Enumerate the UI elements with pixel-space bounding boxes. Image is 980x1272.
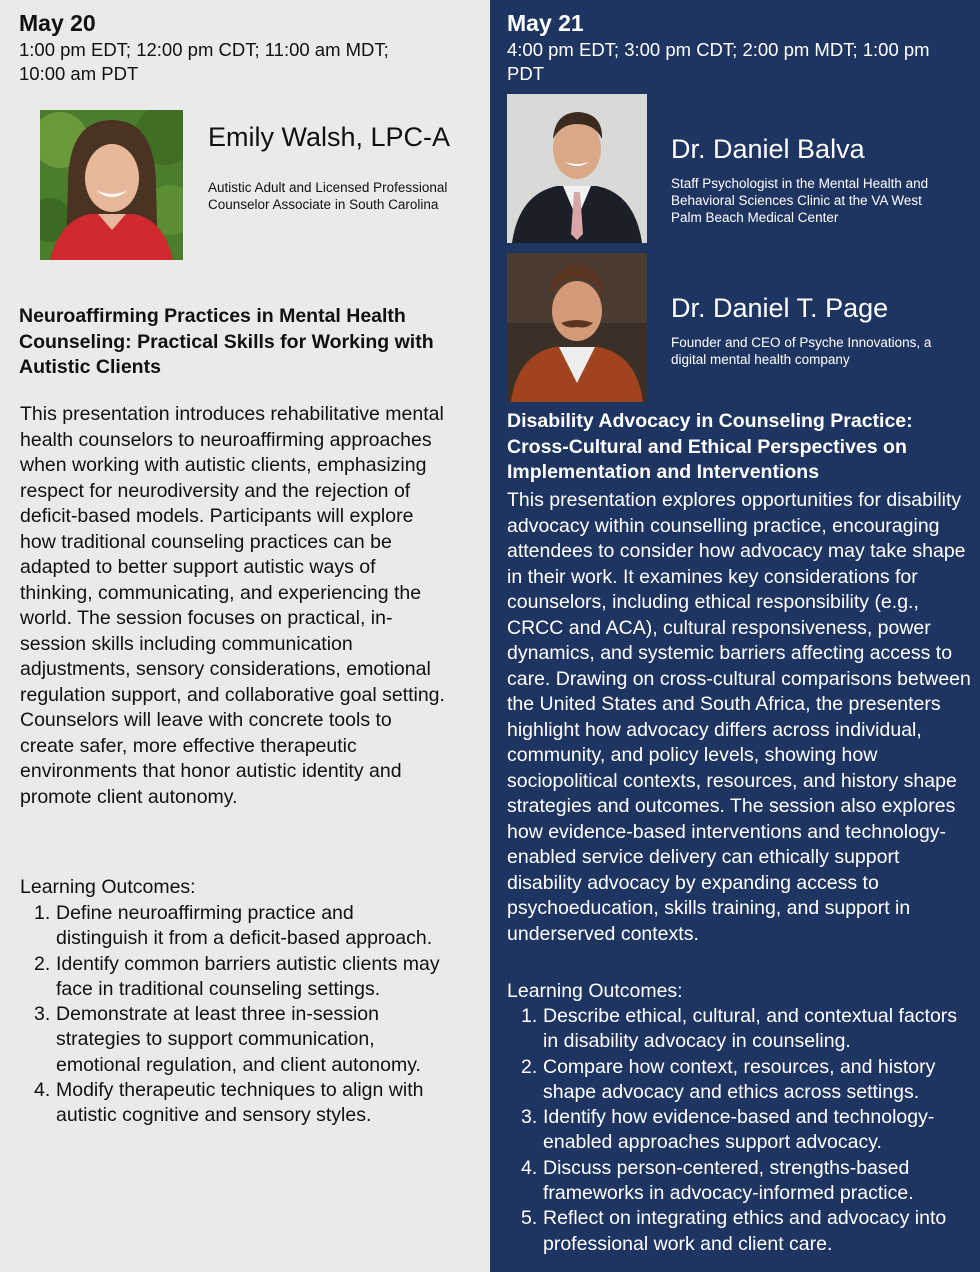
portrait-image [507,94,647,243]
list-item: 4. Modify therapeutic techniques to align with autistic cognitive and sensory styles. [34,1079,424,1127]
session-date: May 20 [19,10,96,36]
session-may-21 [490,0,980,1272]
speaker-role: Staff Psychologist in the Mental Health and Behavioral Sciences Clinic at the VA West Palm Beach Medical Center [671,176,929,225]
list-item: 4. Discuss person-centered, strengths-based frameworks in advocacy-informed practice. [521,1156,914,1205]
list-item: 1. Describe ethical, cultural, and contextual factors in disability advocacy in counseling. [521,1005,958,1053]
list-item: 2. Identify common barriers autistic clients may face in traditional counseling settings. [34,952,440,1000]
speaker-name: Emily Walsh, LPC-A [208,122,451,152]
learning-outcomes-heading: Learning Outcomes: [507,980,683,1002]
session-date: May 21 [507,10,584,36]
list-item: 3. Identify how evidence-based and technology-enabled approaches support advocacy. [521,1106,935,1154]
portrait-image [507,253,647,402]
speaker-role: Autistic Adult and Licensed Professional Counselor Associate in South Carolina [208,180,448,212]
session-description: This presentation explores opportunities for disability advocacy within counselling practice, encouraging attendees to consider how advocacy may take shape in their work. It examines key considerations for counselors, including ethical responsibility (e.g., CRCC and ACA), cultural responsiveness, power dynamics, and systemic barriers affecting access to care. Drawing on cross-cultural comparisons between the United States and South Africa, the presenters highlight how advocacy differs across individual, community, and policy levels, showing how sociopolitical contexts, resources, and history shape strategies and outcomes. The session also explores how evidence-based interventions and technology-enabled service delivery can ethically support disability advocacy by expanding access to psychoeducation, skills training, and support in underserved contexts. [507,489,971,945]
session-title: Disability Advocacy in Counseling Practice: Cross-Cultural and Ethical Perspectives on Implementation and Interventions [507,410,913,483]
speaker-photo-daniel-balva [507,94,647,243]
learning-outcomes-heading: Learning Outcomes: [20,876,196,898]
learning-outcomes-list [20,901,450,1129]
session-time: 1:00 pm EDT; 12:00 pm CDT; 11:00 am MDT; 10:00 am PDT [19,39,389,84]
session-description: This presentation introduces rehabilitative mental health counselors to neuroaffirming approaches when working with autistic clients, emphasizing respect for neurodiversity and the rejection of deficit-based models. Participants will explore how traditional counseling practices can be adapted to better support autistic ways of thinking, communicating, and experiencing the world. The session focuses on practical, in-session skills including communication adjustments, sensory considerations, emotional regulation support, and collaborative goal setting. Counselors will leave with concrete tools to create safer, more effective therapeutic environments that honor autistic identity and promote client autonomy. [20,403,445,808]
list-item: 5. Reflect on integrating ethics and advocacy into professional work and client care. [521,1207,947,1255]
list-item: 3. Demonstrate at least three in-session strategies to support communication, emotional regulation, and client autonomy. [34,1003,421,1076]
speaker-role: Founder and CEO of Psyche Innovations, a digital mental health company [671,335,932,367]
speaker-photo-emily-walsh [40,110,183,260]
session-time: 4:00 pm EDT; 3:00 pm CDT; 2:00 pm MDT; 1:00 pm PDT [507,39,930,84]
list-item: 1. Define neuroaffirming practice and distinguish it from a deficit-based approach. [34,902,433,950]
list-item: 2. Compare how context, resources, and history shape advocacy and ethics across settings. [521,1055,936,1103]
speaker-name: Dr. Daniel Balva [671,134,865,164]
speaker-photo-daniel-page [507,253,647,402]
portrait-image [40,110,183,260]
learning-outcomes-list [507,1004,969,1257]
session-title: Neuroaffirming Practices in Mental Health Counseling: Practical Skills for Working with Autistic Clients [19,305,434,378]
speaker-name: Dr. Daniel T. Page [671,293,889,323]
